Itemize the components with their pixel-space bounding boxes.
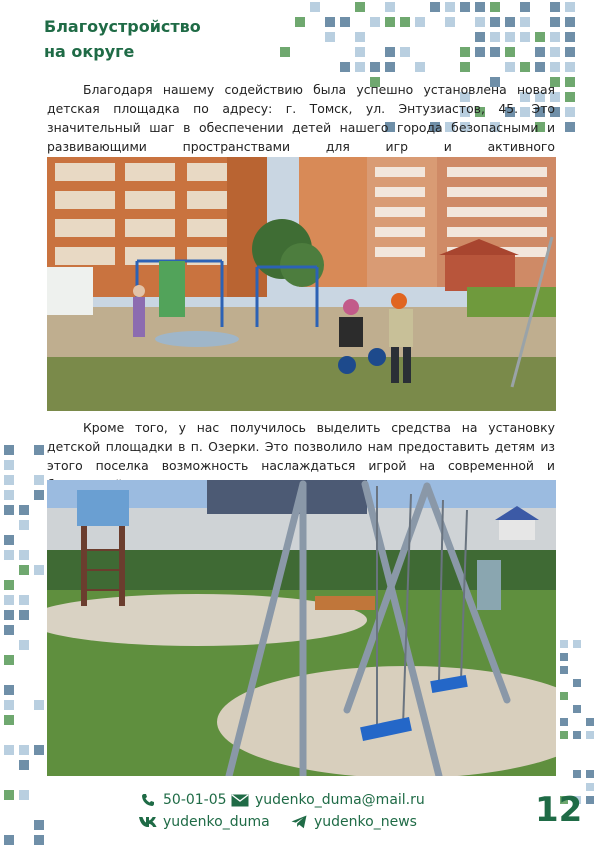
mosaic-square [4, 685, 14, 695]
mosaic-square [560, 692, 568, 700]
mosaic-square [4, 475, 14, 485]
mosaic-square [565, 107, 575, 117]
mosaic-square [520, 32, 530, 42]
mosaic-square [565, 47, 575, 57]
contact-email[interactable] [231, 792, 425, 808]
mosaic-square [4, 460, 14, 470]
mosaic-square [573, 731, 581, 739]
mosaic-square [505, 32, 515, 42]
vk-handle: yudenko_duma [163, 814, 270, 830]
mosaic-square [535, 62, 545, 72]
mosaic-square [565, 2, 575, 12]
mosaic-square [573, 705, 581, 713]
mosaic-square [19, 550, 29, 560]
mosaic-square [535, 32, 545, 42]
mosaic-square [385, 62, 395, 72]
mosaic-square [355, 62, 365, 72]
mosaic-square [19, 640, 29, 650]
mosaic-square [295, 17, 305, 27]
mosaic-square [34, 490, 44, 500]
mosaic-square [325, 32, 335, 42]
mosaic-square [4, 505, 14, 515]
mosaic-square [460, 62, 470, 72]
mosaic-square [19, 595, 29, 605]
mosaic-square [460, 2, 470, 12]
mosaic-square [19, 505, 29, 515]
mosaic-square [4, 490, 14, 500]
mosaic-square [4, 745, 14, 755]
mosaic-square [550, 32, 560, 42]
mosaic-square [505, 47, 515, 57]
mosaic-square [573, 640, 581, 648]
mosaic-square [355, 32, 365, 42]
mosaic-square [19, 610, 29, 620]
mosaic-square [280, 47, 290, 57]
mosaic-square [400, 47, 410, 57]
mosaic-square [370, 17, 380, 27]
phone-icon [139, 792, 157, 808]
mosaic-square [4, 535, 14, 545]
mosaic-square [385, 2, 395, 12]
photo-playground-ozerki [47, 480, 556, 776]
mosaic-square [565, 92, 575, 102]
mosaic-square [550, 47, 560, 57]
mosaic-square [520, 2, 530, 12]
photo-playground-tomsk [47, 157, 556, 411]
mosaic-square [400, 17, 410, 27]
mosaic-square [340, 62, 350, 72]
mosaic-square [34, 565, 44, 575]
mosaic-square [573, 770, 581, 778]
mosaic-square [490, 32, 500, 42]
email-address: yudenko_duma@mail.ru [255, 792, 425, 808]
mosaic-square [586, 731, 594, 739]
mosaic-square [550, 62, 560, 72]
page-number: 12 [535, 790, 583, 830]
mosaic-square [4, 595, 14, 605]
section-title-line1: Благоустройство [44, 17, 201, 36]
phone-number: 50-01-05 [163, 792, 227, 808]
mosaic-square [340, 17, 350, 27]
mosaic-square [535, 47, 545, 57]
telegram-handle: yudenko_news [314, 814, 417, 830]
mosaic-square [19, 745, 29, 755]
mosaic-square [505, 62, 515, 72]
mosaic-square [4, 580, 14, 590]
mosaic-square [19, 565, 29, 575]
mosaic-square [565, 122, 575, 132]
mosaic-square [385, 17, 395, 27]
section-title [44, 14, 201, 64]
mosaic-square [445, 2, 455, 12]
contact-vk[interactable] [139, 814, 270, 830]
mosaic-square [560, 653, 568, 661]
mosaic-square [573, 679, 581, 687]
mosaic-square [560, 731, 568, 739]
mosaic-square [355, 2, 365, 12]
mosaic-square [4, 445, 14, 455]
mosaic-square [475, 17, 485, 27]
mosaic-square [460, 47, 470, 57]
mosaic-square [4, 610, 14, 620]
mosaic-square [370, 62, 380, 72]
mosaic-square [565, 32, 575, 42]
mosaic-square [430, 2, 440, 12]
mosaic-square [490, 47, 500, 57]
mosaic-square [4, 550, 14, 560]
mosaic-square [475, 47, 485, 57]
mosaic-square [4, 655, 14, 665]
mosaic-square [34, 745, 44, 755]
section-title-line2: на округе [44, 42, 135, 61]
mosaic-square [565, 17, 575, 27]
mosaic-square [550, 2, 560, 12]
mosaic-square [565, 77, 575, 87]
mosaic-square [385, 47, 395, 57]
mosaic-square [490, 17, 500, 27]
mosaic-square [475, 2, 485, 12]
mosaic-square [310, 2, 320, 12]
mosaic-square [490, 2, 500, 12]
vk-icon [139, 814, 157, 830]
contact-telegram[interactable] [290, 814, 417, 830]
mosaic-square [550, 17, 560, 27]
mosaic-square [4, 715, 14, 725]
telegram-icon [290, 814, 308, 830]
mosaic-square [415, 17, 425, 27]
mosaic-square [586, 718, 594, 726]
mosaic-square [4, 625, 14, 635]
mosaic-square [560, 666, 568, 674]
mosaic-square [325, 17, 335, 27]
mosaic-square [34, 700, 44, 710]
mosaic-square [475, 32, 485, 42]
mosaic-square [586, 770, 594, 778]
mosaic-square [445, 17, 455, 27]
mosaic-square [520, 17, 530, 27]
mosaic-square [19, 520, 29, 530]
mosaic-square [505, 17, 515, 27]
mosaic-square [34, 475, 44, 485]
mosaic-square [415, 62, 425, 72]
mosaic-square [565, 62, 575, 72]
mosaic-square [520, 62, 530, 72]
paragraph-ozerki: Кроме того, у нас получилось выделить средства на установку детской площадки в п. Озерки. Это позволило нам предоставить детям из этого поселка возможность наслаждаться игрой на современной и [47, 420, 555, 473]
contact-phone[interactable] [139, 792, 227, 808]
mosaic-square [19, 760, 29, 770]
mosaic-square [4, 700, 14, 710]
mosaic-square [355, 47, 365, 57]
paragraph-tomsk: Благодаря нашему содействию была успешно установлена новая детская площадка по адресу: г. Томск, ул. Энтузиастов, 45. Это значительный шаг в обеспечении детей нашего города безопасными и развивающими пространствами для игр и активного [47, 82, 555, 154]
mosaic-square [560, 718, 568, 726]
envelope-icon [231, 792, 249, 808]
mosaic-square [560, 640, 568, 648]
mosaic-square [34, 445, 44, 455]
